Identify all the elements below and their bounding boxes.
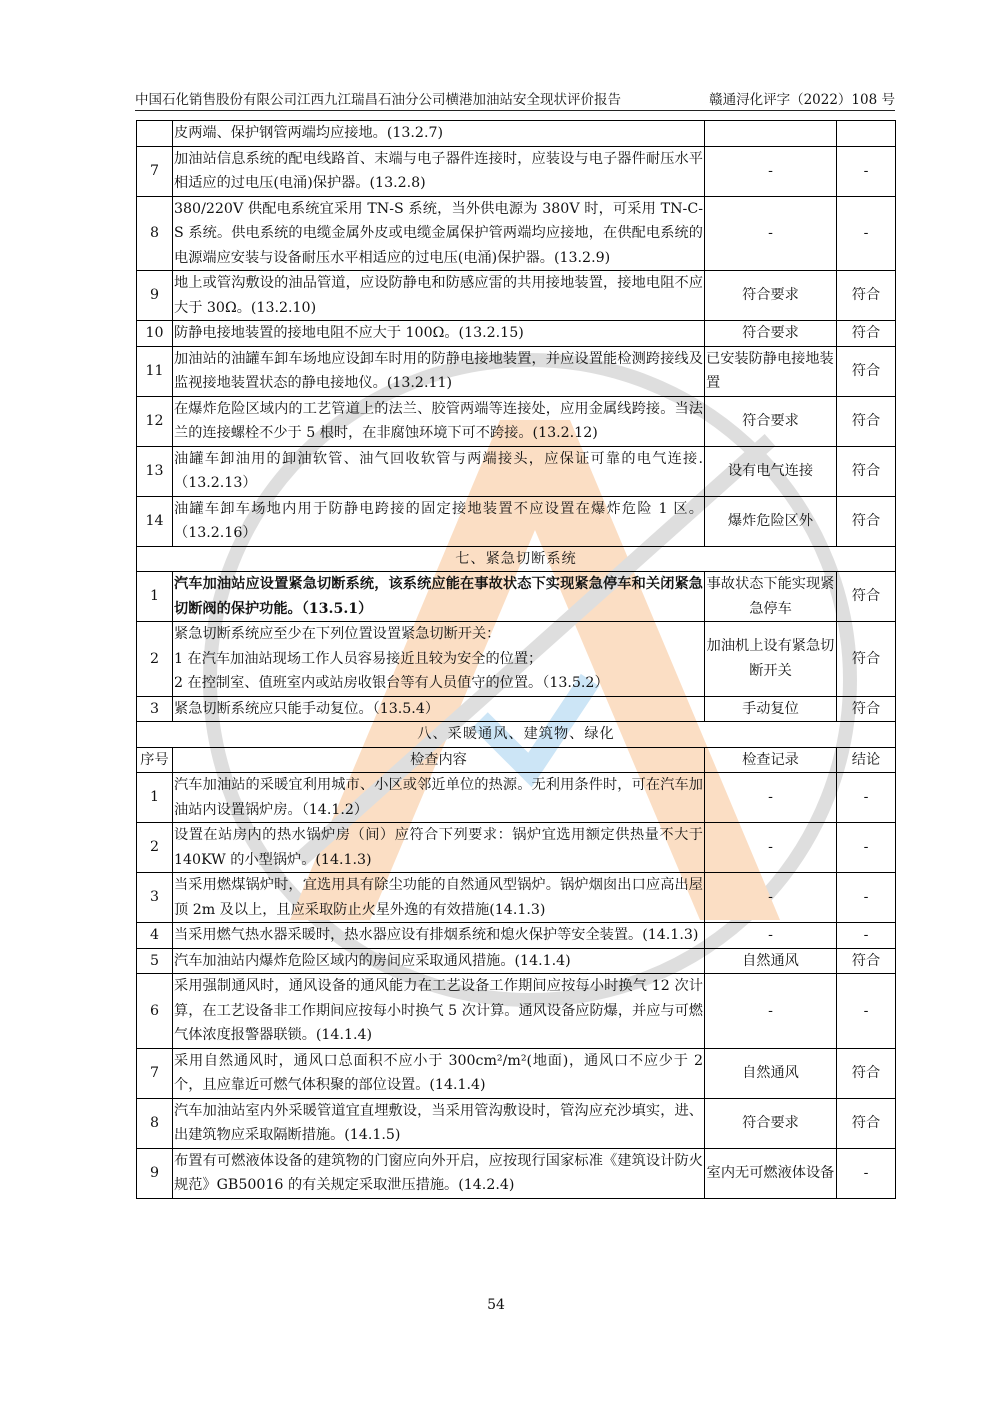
row-number: 8 xyxy=(137,1098,173,1148)
table-row xyxy=(137,496,896,546)
row-result: 符合 xyxy=(837,696,896,722)
row-content: 油罐车卸油用的卸油软管、油气回收软管与两端接头，应保证可靠的电气连接.（13.2.13） xyxy=(173,446,705,496)
row-number: 5 xyxy=(137,948,173,974)
row-result: 符合 xyxy=(837,496,896,546)
section-heating-ventilation xyxy=(137,722,896,1199)
rows-top xyxy=(137,121,896,547)
row-content: 在爆炸危险区域内的工艺管道上的法兰、胶管两端等连接处，应用金属线跨接。当法兰的连接螺栓不少于 5 根时，在非腐蚀环境下可不跨接。(13.2.12) xyxy=(173,396,705,446)
content-line: 2 在控制室、值班室内或站房收银台等有人员值守的位置。（13.5.2） xyxy=(174,675,609,691)
column-header-result: 结论 xyxy=(837,747,896,773)
row-number xyxy=(137,121,173,147)
table-row xyxy=(137,572,896,622)
table-row xyxy=(137,773,896,823)
row-result: - xyxy=(837,1148,896,1198)
row-number: 1 xyxy=(137,572,173,622)
row-result: - xyxy=(837,773,896,823)
report-title: 中国石化销售股份有限公司江西九江瑞昌石油分公司横港加油站安全现状评价报告 xyxy=(135,92,621,108)
row-number: 8 xyxy=(137,196,173,271)
row-result: 符合 xyxy=(837,321,896,347)
row-content: 汽车加油站室内外采暖管道宜直埋敷设，当采用管沟敷设时，管沟应充沙填实，进、出建筑物应采取隔断措施。(14.1.5) xyxy=(173,1098,705,1148)
row-result: - xyxy=(837,823,896,873)
table-row xyxy=(137,622,896,697)
row-content: 当采用燃气热水器采暖时，热水器应设有排烟系统和熄火保护等安全装置。(14.1.3) xyxy=(173,923,705,949)
row-content: 380/220V 供配电系统宜采用 TN-S 系统，当外供电源为 380V 时，可采用 TN-C-S 系统。供电系统的电缆金属外皮或电缆金属保护管两端均应接地，在供配电系统的电源端应安装与设备耐压水平相适应的过电压(电涌)保护器。(13.2.9) xyxy=(173,196,705,271)
table-row xyxy=(137,1048,896,1098)
row-number: 3 xyxy=(137,873,173,923)
row-number: 2 xyxy=(137,622,173,697)
row-result: 符合 xyxy=(837,271,896,321)
row-result: - xyxy=(837,974,896,1049)
row-record: - xyxy=(705,146,837,196)
row-record xyxy=(705,121,837,147)
row-content: 当采用燃煤锅炉时，宜选用具有除尘功能的自然通风型锅炉。锅炉烟囱出口应高出屋顶 2m 及以上，且应采取防止火星外逸的有效措施(14.1.3) xyxy=(173,873,705,923)
table-row xyxy=(137,146,896,196)
column-header-row xyxy=(137,747,896,773)
report-number: 赣通浔化评字（2022）108 号 xyxy=(709,92,895,108)
section-title-row xyxy=(137,546,896,572)
row-content: 汽车加油站内爆炸危险区域内的房间应采取通风措施。(14.1.4) xyxy=(173,948,705,974)
row-content: 汽车加油站应设置紧急切断系统，该系统应能在事故状态下实现紧急停车和关闭紧急切断阀的保护功能。（13.5.1） xyxy=(173,572,705,622)
table-row xyxy=(137,823,896,873)
row-number: 3 xyxy=(137,696,173,722)
row-record: 加油机上设有紧急切断开关 xyxy=(705,622,837,697)
row-result: 符合 xyxy=(837,948,896,974)
row-result: - xyxy=(837,146,896,196)
row-number: 14 xyxy=(137,496,173,546)
table-row xyxy=(137,1148,896,1198)
row-record: - xyxy=(705,823,837,873)
table-row xyxy=(137,1098,896,1148)
row-number: 12 xyxy=(137,396,173,446)
row-number: 7 xyxy=(137,1048,173,1098)
row-number: 1 xyxy=(137,773,173,823)
table-row xyxy=(137,396,896,446)
row-content: 皮两端、保护钢管两端均应接地。(13.2.7) xyxy=(173,121,705,147)
row-content: 布置有可燃液体设备的建筑物的门窗应向外开启，应按现行国家标准《建筑设计防火规范》GB50016 的有关规定采取泄压措施。(14.2.4) xyxy=(173,1148,705,1198)
table-row xyxy=(137,948,896,974)
row-result: 符合 xyxy=(837,446,896,496)
row-number: 11 xyxy=(137,346,173,396)
table-row xyxy=(137,346,896,396)
section-emergency-shutdown xyxy=(137,546,896,722)
row-record: - xyxy=(705,196,837,271)
row-number: 10 xyxy=(137,321,173,347)
table-row xyxy=(137,974,896,1049)
table-row xyxy=(137,271,896,321)
row-result: 符合 xyxy=(837,396,896,446)
row-result: - xyxy=(837,196,896,271)
row-record: 已安装防静电接地装置 xyxy=(705,346,837,396)
row-result: 符合 xyxy=(837,1048,896,1098)
row-content: 汽车加油站的采暖宜利用城市、小区或邻近单位的热源。无利用条件时，可在汽车加油站内设置锅炉房。（14.1.2） xyxy=(173,773,705,823)
row-content: 设置在站房内的热水锅炉房（间）应符合下列要求：锅炉宜选用额定供热量不大于 140KW 的小型锅炉。(14.1.3) xyxy=(173,823,705,873)
page-header xyxy=(135,84,895,111)
table-row xyxy=(137,696,896,722)
column-header-num: 序号 xyxy=(137,747,173,773)
row-content: 紧急切断系统应只能手动复位。（13.5.4） xyxy=(173,696,705,722)
row-record: - xyxy=(705,773,837,823)
table-row xyxy=(137,121,896,147)
row-record: 符合要求 xyxy=(705,321,837,347)
row-record: 符合要求 xyxy=(705,396,837,446)
row-record: - xyxy=(705,873,837,923)
table-row xyxy=(137,446,896,496)
row-record: 自然通风 xyxy=(705,1048,837,1098)
page-number: 54 xyxy=(487,1297,505,1313)
row-record: - xyxy=(705,974,837,1049)
row-content xyxy=(173,622,705,697)
row-number: 4 xyxy=(137,923,173,949)
table-row xyxy=(137,873,896,923)
row-content: 防静电接地装置的接地电阻不应大于 100Ω。(13.2.15) xyxy=(173,321,705,347)
row-result: 符合 xyxy=(837,346,896,396)
row-result: - xyxy=(837,923,896,949)
row-number: 7 xyxy=(137,146,173,196)
row-result: 符合 xyxy=(837,622,896,697)
row-record: - xyxy=(705,923,837,949)
row-result: - xyxy=(837,873,896,923)
table-row xyxy=(137,196,896,271)
row-record: 事故状态下能实现紧急停车 xyxy=(705,572,837,622)
table-row xyxy=(137,923,896,949)
section-title: 八、采暖通风、建筑物、绿化 xyxy=(137,722,896,748)
row-content: 加油站的油罐车卸车场地应设卸车时用的防静电接地装置，并应设置能检测跨接线及监视接地装置状态的静电接地仪。(13.2.11) xyxy=(173,346,705,396)
row-record: 室内无可燃液体设备 xyxy=(705,1148,837,1198)
column-header-content: 检查内容 xyxy=(173,747,705,773)
row-record: 设有电气连接 xyxy=(705,446,837,496)
content-line: 1 在汽车加油站现场工作人员容易接近且较为安全的位置； xyxy=(174,650,543,667)
row-record: 手动复位 xyxy=(705,696,837,722)
inspection-table xyxy=(136,120,896,1199)
row-result: 符合 xyxy=(837,1098,896,1148)
row-content: 采用强制通风时，通风设备的通风能力在工艺设备工作期间应按每小时换气 12 次计算，在工艺设备非工作期间应按每小时换气 5 次计算。通风设备应防爆，并应与可燃气体浓度报警器联锁。(14.1.4) xyxy=(173,974,705,1049)
table-row xyxy=(137,321,896,347)
row-result: 符合 xyxy=(837,572,896,622)
row-record: 符合要求 xyxy=(705,271,837,321)
content-line: 紧急切断系统应至少在下列位置设置紧急切断开关： xyxy=(174,626,501,642)
row-record: 自然通风 xyxy=(705,948,837,974)
row-number: 9 xyxy=(137,271,173,321)
row-number: 2 xyxy=(137,823,173,873)
section-title: 七、紧急切断系统 xyxy=(137,546,896,572)
row-number: 9 xyxy=(137,1148,173,1198)
row-content: 采用自然通风时，通风口总面积不应小于 300cm²/m²(地面)，通风口不应少于 2 个，且应靠近可燃气体积聚的部位设置。(14.1.4) xyxy=(173,1048,705,1098)
column-header-record: 检查记录 xyxy=(705,747,837,773)
row-content: 加油站信息系统的配电线路首、末端与电子器件连接时，应装设与电子器件耐压水平相适应的过电压(电涌)保护器。(13.2.8) xyxy=(173,146,705,196)
section-title-row xyxy=(137,722,896,748)
row-content: 地上或管沟敷设的油品管道，应设防静电和防感应雷的共用接地装置，接地电阻不应大于 30Ω。(13.2.10) xyxy=(173,271,705,321)
row-number: 13 xyxy=(137,446,173,496)
row-content: 油罐车卸车场地内用于防静电跨接的固定接地装置不应设置在爆炸危险 1 区。（13.2.16） xyxy=(173,496,705,546)
row-record: 符合要求 xyxy=(705,1098,837,1148)
row-number: 6 xyxy=(137,974,173,1049)
row-record: 爆炸危险区外 xyxy=(705,496,837,546)
row-result xyxy=(837,121,896,147)
